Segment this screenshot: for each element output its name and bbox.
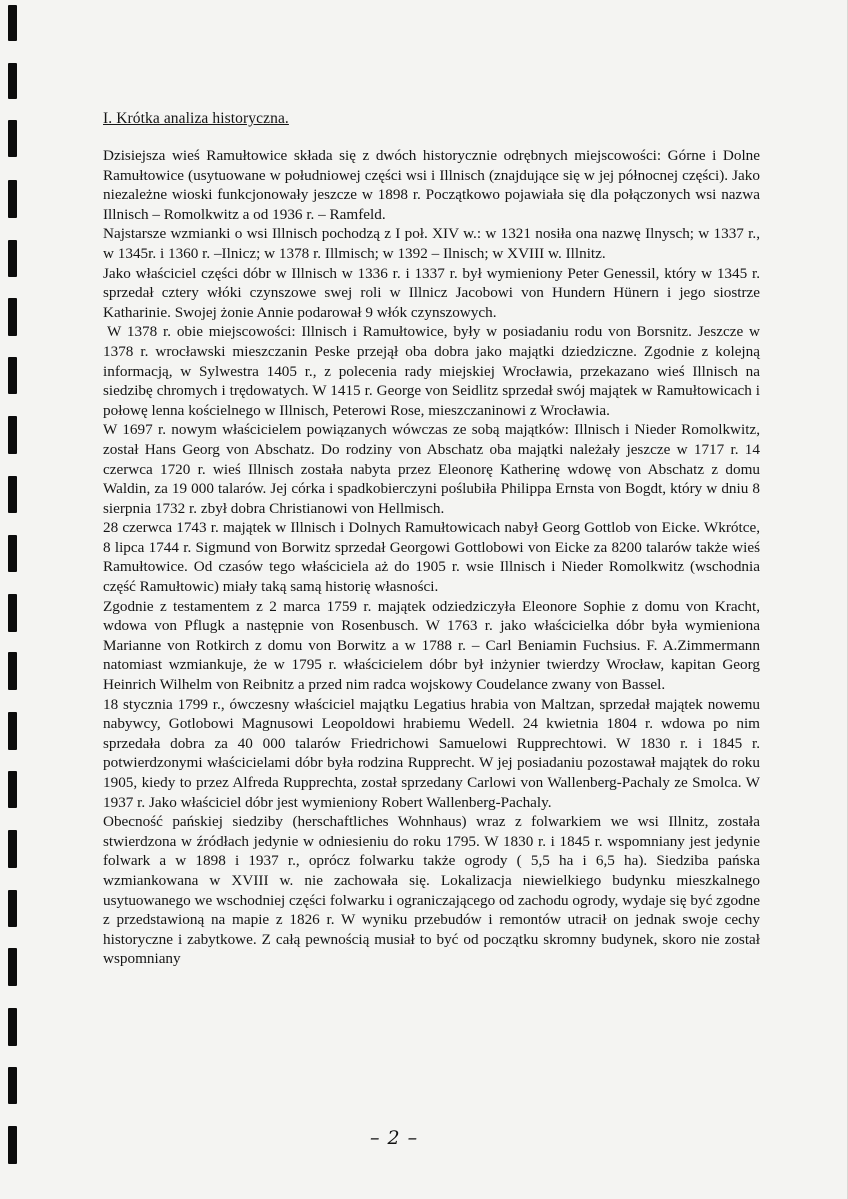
binding-mark (8, 948, 17, 986)
binding-mark (8, 594, 17, 632)
paragraph: Jako właściciel części dóbr w Illnisch w 1336 r. i 1337 r. był wymieniony Peter Genessil, który w 1345 r. sprzedał cztery włóki czynszowe swej roli w Illnicz Jacobowi von Hundern Hünern i jego siostrze Katharinie. Swojej żonie Annie podarował 9 włók czynszowych. (103, 264, 760, 321)
binding-mark (8, 5, 17, 41)
binding-mark (8, 476, 17, 513)
binding-mark (8, 1126, 17, 1164)
paragraph: Obecność pańskiej siedziby (herschaftliches Wohnhaus) wraz z folwarkiem we wsi Illnitz, została stwierdzona w źródłach jedynie w odniesieniu do roku 1795. W 1830 r. i 1845 r. wspomniany jest jedynie folwark a w 1898 i 1937 r., oprócz folwarku także ogrody ( 5,5 ha i 6,5 ha). Siedziba pańska wzmiankowana w XVIII w. nie zachowała się. Lokalizacja niewielkiego budynku mieszkalnego usytuowanego we wschodniej części folwarku i ograniczającego od zachodu ogrody, wydaje się być zgodne z przedstawioną na mapie z 1826 r. W wyniku przebudów i remontów utracił on jednak swoje cechy historyczne i zabytkowe. Z całą pewnością musiał to być od początku skromny budynek, skoro nie został wspomniany (103, 813, 760, 968)
binding-mark (8, 771, 17, 808)
binding-mark (8, 890, 17, 927)
binding-mark (8, 63, 17, 99)
binding-mark (8, 652, 17, 690)
paragraph: 18 stycznia 1799 r., ówczesny właściciel majątku Legatius hrabia von Maltzan, sprzedał majątek nowemu nabywcy, Gotlobowi Magnusowi Leopoldowi hrabiemu Wedell. 24 kwietnia 1804 r. wdowa po nim sprzedała dobra za 40 000 talarów Friedrichowi Samuelowi Rupprechtowi. W 1830 r. i 1845 r. potwierdzonymi właścicielami dóbr była rodzina Rupprecht. W jej posiadaniu pozostawał majątek do roku 1905, kiedy to przez Alfreda Rupprechta, został sprzedany Carlowi von Wallenberg-Pachaly ze Smolca. W 1937 r. Jako właściciel dóbr jest wymieniony Robert Wallenberg-Pachaly. (103, 695, 760, 811)
binding-mark (8, 357, 17, 394)
page-number: – 2 – (370, 1127, 419, 1149)
paragraph: Najstarsze wzmianki o wsi Illnisch pochodzą z I poł. XIV w.: w 1321 nosiła ona nazwę Ilnysch; w 1337 r., w 1345r. i 1360 r. –Ilnicz; w 1378 r. Illmisch; w 1392 – Ilnisch; w XVIII w. Illnitz. (103, 225, 760, 262)
binding-holes (0, 0, 20, 1199)
binding-mark (8, 240, 17, 277)
binding-mark (8, 1008, 17, 1046)
binding-mark (8, 1067, 17, 1104)
paragraph: 28 czerwca 1743 r. majątek w Illnisch i Dolnych Ramułtowicach nabył Georg Gottlob von Eicke. Wkrótce, 8 lipca 1744 r. Sigmund von Borwitz sprzedał Georgowi Gottlobowi von Eicke za 8200 talarów także wieś Ramułtowice. Od czasów tego właściciela aż do 1905 r. wsie Illnisch i Nieder Romolkwitz (wschodnia część Ramułtowic) miały taką samą historię własności. (103, 519, 760, 596)
binding-mark (8, 830, 17, 868)
binding-mark (8, 298, 17, 336)
binding-mark (8, 535, 17, 572)
paragraph: Dzisiejsza wieś Ramułtowice składa się z dwóch historycznie odrębnych miejscowości: Górne i Dolne Ramułtowice (usytuowane w południowej części wsi i Illnisch (znajdujące się w jej północnej części). Jako niezależne wioski funkcjonowały jeszcze w 1898 r. Początkowo pojawiała się dla połączonych wsi nazwa Illnisch – Romolkwitz a od 1936 r. – Ramfeld. (103, 147, 760, 223)
body-text (103, 146, 760, 969)
paragraph: W 1378 r. obie miejscowości: Illnisch i Ramułtowice, były w posiadaniu rodu von Borsnitz. Jeszcze w 1378 r. wrocławski mieszczanin Peske przejął oba dobra jako majątki dziedziczne. Zgodnie z kolejną informacją, w Sylwestra 1405 r., z polecenia rady miejskiej Wrocławia, przekazano wieś Illnisch na siedzibę chromych i trędowatych. W 1415 r. George von Seidlitz sprzedał swój majątek w Ramułtowicach i połowę lenna kościelnego w Illnisch, Peterowi Rose, mieszczaninowi z Wrocławia. (103, 323, 760, 419)
section-heading: I. Krótka analiza historyczna. (103, 110, 289, 127)
binding-mark (8, 120, 17, 157)
binding-mark (8, 712, 17, 750)
binding-mark (8, 416, 17, 454)
binding-mark (8, 180, 17, 218)
paragraph: Zgodnie z testamentem z 2 marca 1759 r. majątek odziedziczyła Eleonore Sophie z domu von Kracht, wdowa von Pflugk a następnie von Rosenbusch. W 1763 r. jako właścicielka dóbr była wymieniona Marianne von Rotkirch z domu von Borwitz a w 1788 r. – Carl Beniamin Fuchsius. F. A.Zimmermann natomiast wzmiankuje, że w 1795 r. właścicielem dóbr był inżynier twierdzy Wrocław, kapitan Georg Heinrich Wilhelm von Reibnitz a przed nim radca wojskowy Coudelance zwany von Bassel. (103, 597, 760, 694)
paragraph: W 1697 r. nowym właścicielem powiązanych wówczas ze sobą majątków: Illnisch i Nieder Romolkwitz, został Hans Georg von Abschatz. Do rodziny von Abschatz oba majątki należały jeszcze w 1717 r. 14 czerwca 1720 r. wieś Illnisch została nabyta przez Eleonorę Katherinę wdowę von Abschatz z domu Waldin, za 19 000 talarów. Jej córka i spadkobierczyni poślubiła Philippa Ernsta von Bogdt, który w dniu 8 sierpnia 1732 r. zbył dobra Christianowi von Hellmisch. (103, 421, 760, 517)
